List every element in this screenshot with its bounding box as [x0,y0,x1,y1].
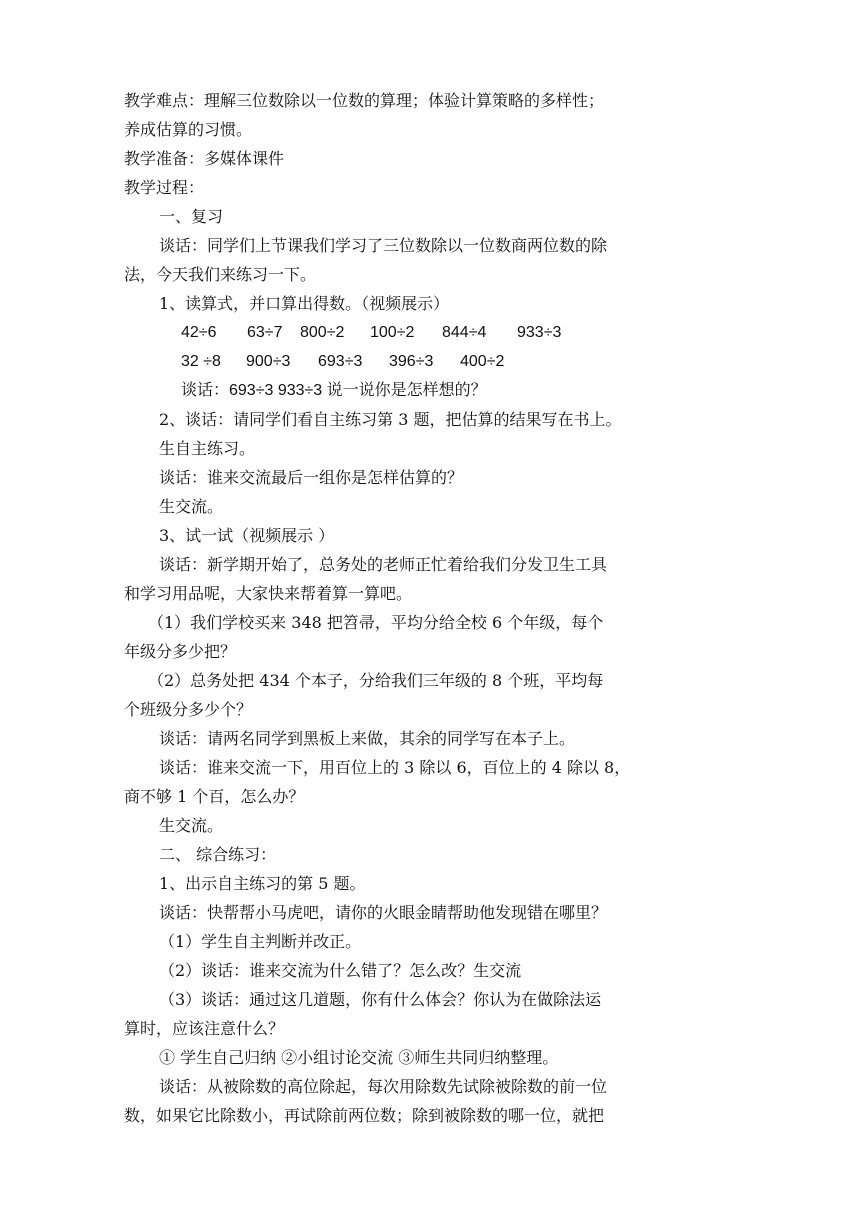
paragraph-line: 谈话：从被除数的高位除起，每次用除数先试除被除数的前一位 [159,1077,608,1096]
practice-step-2: （2）谈话：谁来交流为什么错了？怎么改？生交流 [159,961,522,980]
paragraph-line: 谈话：谁来交流最后一组你是怎样估算的？ [159,468,464,487]
paragraph-line: 谈话：新学期开始了，总务处的老师正忙着给我们分发卫生工具 [159,555,608,574]
expression: 63÷7 [247,324,283,341]
expression: 400÷2 [460,353,505,370]
paragraph-line: 生交流。 [159,816,224,835]
paragraph-line: 谈话：谁来交流一下，用百位上的 3 除以 6，百位上的 4 除以 8， [159,758,631,777]
problem-2-line-cont: 个班级分多少个？ [124,700,253,719]
section-review-heading: 一、复习 [159,207,224,226]
expression: 32 ÷8 [181,353,221,370]
problem-1-line: （1）我们学校买来 348 把笤帚，平均分给全校 6 个年级，每个 [148,613,604,632]
problem-1-line-cont: 年级分多少把？ [124,642,237,661]
expression-row-1 [181,323,601,343]
paragraph-line: 谈话：693÷3 933÷3 说一说你是怎样想的？ [181,382,487,399]
paragraph-line: 生自主练习。 [159,439,256,458]
expression: 396÷3 [389,353,434,370]
exercise-3-heading: 3、试一试（视频展示 ） [159,526,335,545]
teaching-difficulty-line-cont: 养成估算的习惯。 [124,120,253,139]
paragraph-line: 法，今天我们来练习一下。 [124,265,317,284]
paragraph-line: 生交流。 [159,497,224,516]
expression: 844÷4 [442,324,487,341]
exercise-2-line: 2、谈话：请同学们看自主练习第 3 题，把估算的结果写在书上。 [159,410,622,429]
practice-step-1: （1）学生自主判断并改正。 [159,932,362,951]
teaching-process-heading: 教学过程： [124,178,205,197]
expression: 42÷6 [181,324,217,341]
teaching-difficulty-line: 教学难点：理解三位数除以一位数的算理；体验计算策略的多样性； [124,91,605,110]
paragraph-line: 商不够 1 个百，怎么办？ [124,787,305,806]
practice-step-3-cont: 算时，应该注意什么？ [124,1019,285,1038]
expression: 933÷3 [517,324,562,341]
summary-steps-line: ① 学生自己归纳 ②小组讨论交流 ③师生共同归纳整理。 [159,1048,559,1067]
expression: 800÷2 [300,324,345,341]
expression: 900÷3 [246,353,291,370]
expression: 693÷3 [318,353,363,370]
practice-1-heading: 1、出示自主练习的第 5 题。 [159,874,366,893]
paragraph-line: 谈话：快帮帮小马虎吧，请你的火眼金睛帮助他发现错在哪里？ [159,903,608,922]
teaching-preparation: 教学准备：多媒体课件 [124,149,285,168]
practice-step-3: （3）谈话：通过这几道题，你有什么体会？你认为在做除法运 [159,990,602,1009]
section-practice-heading: 二、 综合练习： [159,845,277,864]
expression-row-2 [181,352,601,372]
paragraph-line: 谈话：同学们上节课我们学习了三位数除以一位数商两位数的除 [159,236,608,255]
paragraph-line: 数，如果它比除数小，再试除前两位数；除到被除数的哪一位，就把 [124,1106,605,1125]
problem-2-line: （2）总务处把 434 个本子，分给我们三年级的 8 个班，平均每 [148,671,604,690]
exercise-1-heading: 1、读算式，并口算出得数。（视频展示） [159,294,450,313]
paragraph-line: 谈话：请两名同学到黑板上来做，其余的同学写在本子上。 [159,729,576,748]
expression: 100÷2 [370,324,415,341]
paragraph-line: 和学习用品呢，大家快来帮着算一算吧。 [124,584,413,603]
